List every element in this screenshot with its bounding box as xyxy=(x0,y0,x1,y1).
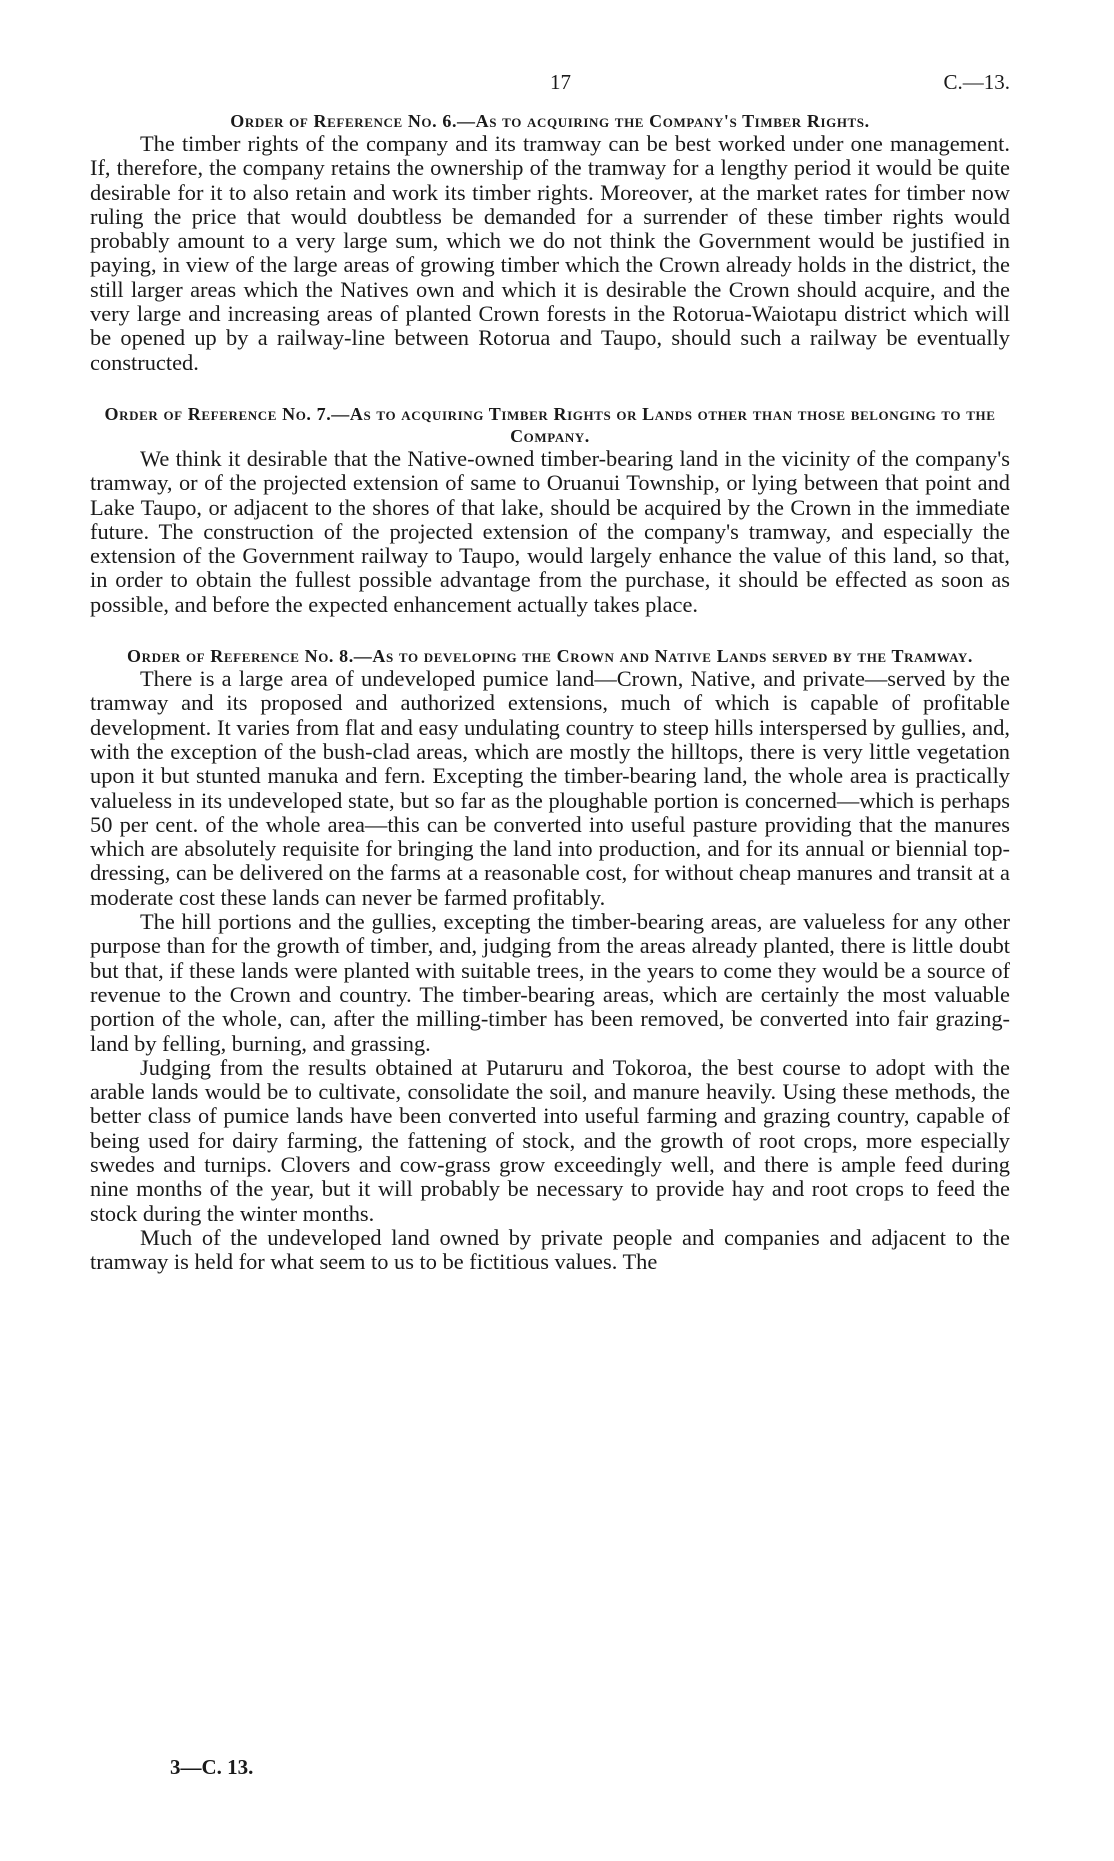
page-number: 17 xyxy=(550,70,571,94)
section-order-7 xyxy=(90,403,1010,617)
page-signature: 3—C. 13. xyxy=(170,1755,254,1779)
document-page xyxy=(90,70,1010,1274)
paragraph: The timber rights of the company and its tramway can be best worked under one management. If, therefore, the company retains the ownership of the tramway for a lengthy period it would be quite desirable for it to also retain and work its timber rights. Moreover, at the market rates for timber now ruling the price that would doubtless be demanded for a surrender of these timber rights would probably amount to a very large sum, which we do not think the Government would be justified in paying, in view of the large areas of growing timber which the Crown already holds in the district, the still larger areas which the Natives own and which it is desirable the Crown should acquire, and the very large and increasing areas of planted Crown forests in the Rotorua-Waiotapu district which will be opened up by a railway-line between Rotorua and Taupo, should such a railway be eventually constructed. xyxy=(90,131,1010,375)
paragraph: There is a large area of undeveloped pumice land—Crown, Native, and private—served by the tramway and its proposed and authorized extensions, much of which is capable of profitable development. It varies from flat and easy undulating country to steep hills interspersed by gullies, and, with the exception of the bush-clad areas, which are mostly the hilltops, there is very little vegetation upon it but stunted manuka and fern. Excepting the timber-bearing land, the whole area is practically valueless in its undeveloped state, but so far as the ploughable portion is concerned—which is perhaps 50 per cent. of the whole area—this can be converted into useful pasture providing that the manures which are absolutely requisite for bringing the land into production, and for its annual or biennial top-dressing, can be delivered on the farms at a reasonable cost, for without cheap manures and transit at a moderate cost these lands can never be farmed profitably. xyxy=(90,666,1010,910)
page-header xyxy=(90,70,1010,110)
section-heading: Order of Reference No. 6.—As to acquiring the Company's Timber Rights. xyxy=(230,111,870,131)
paragraph: The hill portions and the gullies, excepting the timber-bearing areas, are valueless for any other purpose than for the growth of timber, and, judging from the areas already planted, there is little doubt but that, if these lands were planted with suitable trees, in the years to come they would be a source of revenue to the Crown and country. The timber-bearing areas, which are certainly the most valuable portion of the whole, can, after the milling-timber has been removed, be converted into fair grazing-land by felling, burning, and grassing. xyxy=(90,909,1010,1056)
paragraph: We think it desirable that the Native-owned timber-bearing land in the vicinity of the company's tramway, or of the projected extension of same to Oruanui Township, or lying between that point and Lake Taupo, or adjacent to the shores of that lake, should be acquired by the Crown in the immediate future. The construction of the projected extension of the company's tramway, and especially the extension of the Government railway to Taupo, would largely enhance the value of this land, so that, in order to obtain the fullest possible advantage from the purchase, it should be effected as soon as possible, and before the expected enhancement actually takes place. xyxy=(90,445,1010,617)
section-order-6 xyxy=(90,110,1010,375)
section-heading: Order of Reference No. 7.—As to acquiring Timber Rights or Lands other than those belonging to the Company. xyxy=(104,403,996,446)
paragraph: Judging from the results obtained at Putaruru and Tokoroa, the best course to adopt with the arable lands would be to cultivate, consolidate the soil, and manure heavily. Using these methods, the better class of pumice lands have been converted into useful farming and grazing country, capable of being used for dairy farming, the fattening of stock, and the growth of root crops, more especially swedes and turnips. Clovers and cow-grass grow exceedingly well, and there is ample feed during nine months of the year, but it will probably be necessary to provide hay and root crops to feed the stock during the winter months. xyxy=(90,1054,1010,1226)
section-heading: Order of Reference No. 8.—As to developing the Crown and Native Lands served by the Tramway. xyxy=(127,646,973,667)
section-order-8 xyxy=(90,645,1010,1274)
paragraph: Much of the undeveloped land owned by private people and companies and adjacent to the tramway is held for what seem to us to be fictitious values. The xyxy=(90,1224,1010,1275)
document-reference: C.—13. xyxy=(943,70,1010,94)
